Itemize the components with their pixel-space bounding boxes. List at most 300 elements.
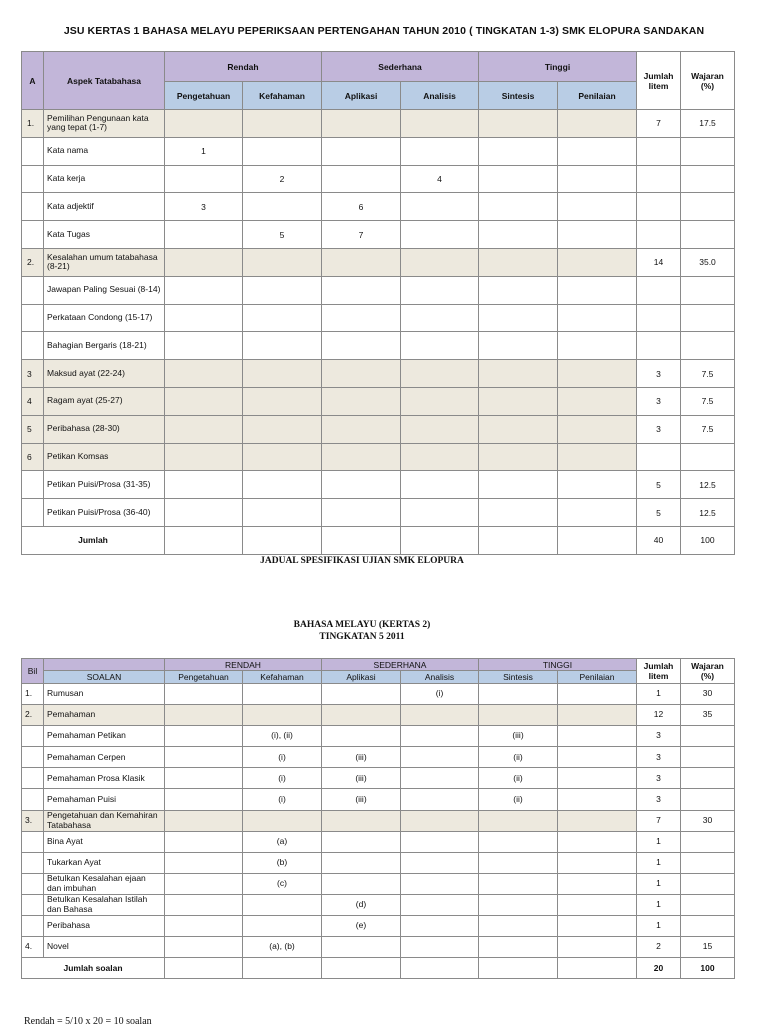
table-cell (479, 958, 558, 979)
table-cell (401, 937, 479, 958)
row-label: Rumusan (44, 684, 165, 705)
table-row (22, 443, 735, 471)
row-jumlah: 7 (637, 110, 681, 138)
table-cell (479, 415, 558, 443)
table-cell (322, 499, 401, 527)
table-cell (558, 894, 637, 915)
header-a: A (22, 52, 44, 110)
row-label: Maksud ayat (22-24) (44, 360, 165, 388)
table-cell (401, 916, 479, 937)
table-cell (479, 248, 558, 276)
row-wajaran (681, 304, 735, 332)
table-cell (479, 387, 558, 415)
table-cell (165, 221, 243, 249)
row-wajaran (681, 726, 735, 747)
row-wajaran: 30 (681, 684, 735, 705)
table-cell: (e) (322, 916, 401, 937)
subheader-kefahaman: Kefahaman (243, 82, 322, 110)
table-row (22, 810, 735, 831)
table-cell: (i), (ii) (243, 726, 322, 747)
table-cell (243, 332, 322, 360)
table-cell (558, 499, 637, 527)
table-row (22, 499, 735, 527)
table-cell (243, 360, 322, 388)
row-jumlah: 1 (637, 916, 681, 937)
table-cell: (ii) (479, 768, 558, 789)
table-cell: 6 (322, 193, 401, 221)
row-wajaran: 35.0 (681, 248, 735, 276)
table-cell: (i) (243, 768, 322, 789)
row-label: Jawapan Paling Sesuai (8-14) (44, 276, 165, 304)
table-row (22, 193, 735, 221)
table-cell: 4 (401, 165, 479, 193)
table-cell: (ii) (479, 789, 558, 810)
row-label: Peribahasa (44, 916, 165, 937)
subheader-aplikasi: Aplikasi (322, 671, 401, 684)
subheader-pengetahuan: Pengetahuan (165, 671, 243, 684)
total-wajaran: 100 (681, 526, 735, 554)
header-sederhana: Sederhana (322, 52, 479, 82)
table-cell (558, 137, 637, 165)
table-cell (479, 332, 558, 360)
row-jumlah (637, 443, 681, 471)
subheader-analisis: Analisis (401, 82, 479, 110)
row-wajaran: 7.5 (681, 360, 735, 388)
table-cell (558, 768, 637, 789)
table-cell (479, 137, 558, 165)
subheader-penilaian: Penilaian (558, 82, 637, 110)
row-index: 6 (22, 443, 44, 471)
table-cell (322, 443, 401, 471)
row-label: Novel (44, 937, 165, 958)
subheader-sintesis: Sintesis (479, 671, 558, 684)
table-cell (243, 276, 322, 304)
table-cell: (iii) (322, 789, 401, 810)
table-cell: (b) (243, 852, 322, 873)
table-cell (322, 831, 401, 852)
table-row (22, 747, 735, 768)
table-cell (165, 873, 243, 894)
row-label: Kata Tugas (44, 221, 165, 249)
table-cell (558, 684, 637, 705)
table-row (22, 705, 735, 726)
table-cell (401, 789, 479, 810)
row-jumlah (637, 193, 681, 221)
header-rendah: RENDAH (165, 659, 322, 671)
table-cell (479, 304, 558, 332)
table-cell (165, 831, 243, 852)
table-cell (243, 684, 322, 705)
table-cell (479, 684, 558, 705)
row-wajaran (681, 165, 735, 193)
table-cell (322, 937, 401, 958)
row-wajaran: 12.5 (681, 471, 735, 499)
row-jumlah: 1 (637, 873, 681, 894)
table-cell (401, 958, 479, 979)
row-wajaran (681, 852, 735, 873)
row-jumlah: 3 (637, 415, 681, 443)
table-cell (479, 471, 558, 499)
table-cell (243, 958, 322, 979)
table-cell (401, 221, 479, 249)
subheader-analisis: Analisis (401, 671, 479, 684)
table-cell (558, 471, 637, 499)
table-cell (401, 471, 479, 499)
table-cell (165, 894, 243, 915)
table-cell: (c) (243, 873, 322, 894)
table-cell (558, 387, 637, 415)
table-cell (558, 165, 637, 193)
row-bil (22, 831, 44, 852)
row-index (22, 165, 44, 193)
table-row (22, 360, 735, 388)
table-cell (401, 360, 479, 388)
table-cell (243, 894, 322, 915)
table-cell (165, 471, 243, 499)
table-cell (165, 248, 243, 276)
table-cell (322, 873, 401, 894)
table-cell (165, 110, 243, 138)
row-label: Pemahaman Cerpen (44, 747, 165, 768)
subheader-aplikasi: Aplikasi (322, 82, 401, 110)
table-row (22, 137, 735, 165)
table-cell (401, 852, 479, 873)
header-bil: Bil (22, 659, 44, 684)
table-cell (401, 443, 479, 471)
row-jumlah (637, 276, 681, 304)
row-wajaran (681, 873, 735, 894)
row-jumlah: 3 (637, 768, 681, 789)
table-cell (479, 360, 558, 388)
row-wajaran: 7.5 (681, 415, 735, 443)
table-cell (558, 110, 637, 138)
table-cell (401, 110, 479, 138)
row-index (22, 332, 44, 360)
row-wajaran (681, 276, 735, 304)
table-cell (401, 768, 479, 789)
table-cell (558, 705, 637, 726)
table-cell (243, 387, 322, 415)
table-cell: (a) (243, 831, 322, 852)
table-row (22, 471, 735, 499)
table-row (22, 726, 735, 747)
total-label: Jumlah soalan (22, 958, 165, 979)
section-subtitle: TINGKATAN 5 2011 (319, 632, 405, 642)
row-wajaran (681, 916, 735, 937)
row-wajaran (681, 332, 735, 360)
table-cell (479, 193, 558, 221)
table-cell (401, 810, 479, 831)
table-cell (401, 894, 479, 915)
table-cell (558, 958, 637, 979)
table-cell (479, 276, 558, 304)
table-cell (243, 705, 322, 726)
row-label: Bahagian Bergaris (18-21) (44, 332, 165, 360)
table-cell (479, 831, 558, 852)
row-jumlah: 7 (637, 810, 681, 831)
spec-table-kertas-1 (21, 51, 735, 555)
row-index (22, 499, 44, 527)
table-cell (243, 471, 322, 499)
row-wajaran (681, 894, 735, 915)
table-cell (479, 873, 558, 894)
row-label: Petikan Puisi/Prosa (36-40) (44, 499, 165, 527)
row-jumlah: 3 (637, 747, 681, 768)
row-wajaran (681, 193, 735, 221)
row-jumlah: 3 (637, 387, 681, 415)
table-cell (558, 747, 637, 768)
row-wajaran: 7.5 (681, 387, 735, 415)
footnote: Rendah = 5/10 x 20 = 10 soalan (24, 1016, 152, 1027)
table-cell: 2 (243, 165, 322, 193)
row-bil (22, 873, 44, 894)
table-cell (401, 705, 479, 726)
table-cell (243, 916, 322, 937)
row-jumlah (637, 137, 681, 165)
table-row (22, 165, 735, 193)
table-cell (558, 332, 637, 360)
table-cell (401, 415, 479, 443)
row-jumlah: 12 (637, 705, 681, 726)
table-cell (322, 810, 401, 831)
table-cell (558, 248, 637, 276)
table-row (22, 916, 735, 937)
header-wajaran: Wajaran (%) (681, 659, 735, 684)
table-cell (165, 276, 243, 304)
header-jumlah: Jumlah Iitem (637, 52, 681, 110)
row-wajaran: 15 (681, 937, 735, 958)
row-wajaran (681, 831, 735, 852)
table-cell (479, 165, 558, 193)
table-cell (558, 916, 637, 937)
row-wajaran (681, 789, 735, 810)
row-bil (22, 768, 44, 789)
table-cell: (iii) (479, 726, 558, 747)
table-row (22, 304, 735, 332)
row-label: Kata kerja (44, 165, 165, 193)
table-row (22, 387, 735, 415)
row-bil (22, 789, 44, 810)
table-cell (243, 810, 322, 831)
table-row (22, 789, 735, 810)
table-cell (165, 789, 243, 810)
table-cell (401, 499, 479, 527)
table-cell (322, 705, 401, 726)
row-index (22, 304, 44, 332)
row-jumlah (637, 304, 681, 332)
row-label: Kata nama (44, 137, 165, 165)
row-label: Ragam ayat (25-27) (44, 387, 165, 415)
table-cell (322, 248, 401, 276)
table-cell (322, 360, 401, 388)
table-row (22, 110, 735, 138)
subheader-kefahaman: Kefahaman (243, 671, 322, 684)
table-cell (558, 193, 637, 221)
row-wajaran: 17.5 (681, 110, 735, 138)
subheader-pengetahuan: Pengetahuan (165, 82, 243, 110)
table-cell (479, 810, 558, 831)
table-cell (479, 499, 558, 527)
table-cell (558, 852, 637, 873)
table-row (22, 873, 735, 894)
table-row (22, 894, 735, 915)
table-cell (479, 916, 558, 937)
table-cell (322, 471, 401, 499)
table-cell (165, 916, 243, 937)
table-cell (401, 831, 479, 852)
table-cell (479, 937, 558, 958)
total-jumlah: 40 (637, 526, 681, 554)
table-cell: (i) (243, 789, 322, 810)
table-row (22, 332, 735, 360)
table-cell (243, 443, 322, 471)
table-cell (558, 415, 637, 443)
table-cell (401, 526, 479, 554)
table-cell (401, 193, 479, 221)
table-cell (558, 789, 637, 810)
table-cell (322, 852, 401, 873)
row-label: Betulkan Kesalahan Istilah dan Bahasa (44, 894, 165, 915)
table-row (22, 221, 735, 249)
row-jumlah: 1 (637, 852, 681, 873)
table-cell (479, 221, 558, 249)
row-jumlah: 3 (637, 360, 681, 388)
table-cell: (i) (243, 747, 322, 768)
table-cell (322, 137, 401, 165)
table-cell (165, 747, 243, 768)
row-wajaran (681, 768, 735, 789)
row-wajaran (681, 747, 735, 768)
row-wajaran: 35 (681, 705, 735, 726)
table-cell (322, 304, 401, 332)
table-cell (243, 193, 322, 221)
row-jumlah (637, 165, 681, 193)
table-cell (165, 415, 243, 443)
table-cell (558, 304, 637, 332)
table-cell (322, 276, 401, 304)
table-cell (165, 387, 243, 415)
table-cell: 3 (165, 193, 243, 221)
table-cell (401, 137, 479, 165)
table-cell: 5 (243, 221, 322, 249)
header-rendah: Rendah (165, 52, 322, 82)
table-cell (165, 499, 243, 527)
table-cell (322, 526, 401, 554)
header-soalan: SOALAN (44, 671, 165, 684)
header-jumlah: Jumlah Iitem (637, 659, 681, 684)
table-cell: 1 (165, 137, 243, 165)
table-cell (243, 110, 322, 138)
row-jumlah: 5 (637, 499, 681, 527)
table-cell: (iii) (322, 747, 401, 768)
row-index: 1. (22, 110, 44, 138)
table-cell (558, 221, 637, 249)
table-cell (479, 526, 558, 554)
table-cell (401, 747, 479, 768)
row-label: Tukarkan Ayat (44, 852, 165, 873)
row-bil: 3. (22, 810, 44, 831)
subheader-sintesis: Sintesis (479, 82, 558, 110)
row-label: Pemilihan Pengunaan kata yang tepat (1-7) (44, 110, 165, 138)
row-index (22, 276, 44, 304)
row-label: Pemahaman Puisi (44, 789, 165, 810)
table-cell: (a), (b) (243, 937, 322, 958)
table-cell (165, 165, 243, 193)
table-row (22, 852, 735, 873)
row-bil (22, 726, 44, 747)
table-cell (401, 276, 479, 304)
row-jumlah: 5 (637, 471, 681, 499)
row-bil (22, 894, 44, 915)
table-cell (165, 705, 243, 726)
row-label: Bina Ayat (44, 831, 165, 852)
row-index (22, 221, 44, 249)
table-cell (322, 387, 401, 415)
row-jumlah (637, 221, 681, 249)
table-cell (322, 110, 401, 138)
row-bil: 4. (22, 937, 44, 958)
table-cell (165, 443, 243, 471)
table-cell (401, 304, 479, 332)
row-index: 5 (22, 415, 44, 443)
table-row (22, 768, 735, 789)
total-wajaran: 100 (681, 958, 735, 979)
table-cell (479, 110, 558, 138)
table-row (22, 937, 735, 958)
row-label: Peribahasa (28-30) (44, 415, 165, 443)
table-cell (322, 684, 401, 705)
row-jumlah: 3 (637, 789, 681, 810)
table-cell (165, 332, 243, 360)
table-cell (558, 276, 637, 304)
table-row (22, 831, 735, 852)
table-cell (558, 526, 637, 554)
table-cell (401, 873, 479, 894)
table-cell: 7 (322, 221, 401, 249)
row-label: Kata adjektif (44, 193, 165, 221)
table-cell (165, 768, 243, 789)
row-wajaran: 30 (681, 810, 735, 831)
table-row (22, 248, 735, 276)
table-cell: (d) (322, 894, 401, 915)
table-cell (558, 443, 637, 471)
table-cell (401, 726, 479, 747)
table-cell (165, 684, 243, 705)
row-label: Petikan Puisi/Prosa (31-35) (44, 471, 165, 499)
table-cell (165, 958, 243, 979)
header-soalan-top (44, 659, 165, 671)
table-cell: (iii) (322, 768, 401, 789)
table-cell (322, 415, 401, 443)
table-cell (479, 705, 558, 726)
row-label: Pemahaman Prosa Klasik (44, 768, 165, 789)
row-jumlah (637, 332, 681, 360)
document-title: JSU KERTAS 1 BAHASA MELAYU PEPERIKSAAN PERTENGAHAN TAHUN 2010 ( TINGKATAN 1-3) SMK ELOPURA SANDAKAN (63, 25, 705, 37)
table-cell (165, 304, 243, 332)
row-label: Pengetahuan dan Kemahiran Tatabahasa (44, 810, 165, 831)
table-cell (401, 332, 479, 360)
table-cell (165, 726, 243, 747)
row-bil (22, 852, 44, 873)
row-jumlah: 1 (637, 831, 681, 852)
table-cell (479, 894, 558, 915)
table-row (22, 415, 735, 443)
row-jumlah: 2 (637, 937, 681, 958)
section-title: BAHASA MELAYU (KERTAS 2) (293, 620, 431, 630)
subheader-penilaian: Penilaian (558, 671, 637, 684)
table-cell (165, 810, 243, 831)
table-cell (558, 360, 637, 388)
